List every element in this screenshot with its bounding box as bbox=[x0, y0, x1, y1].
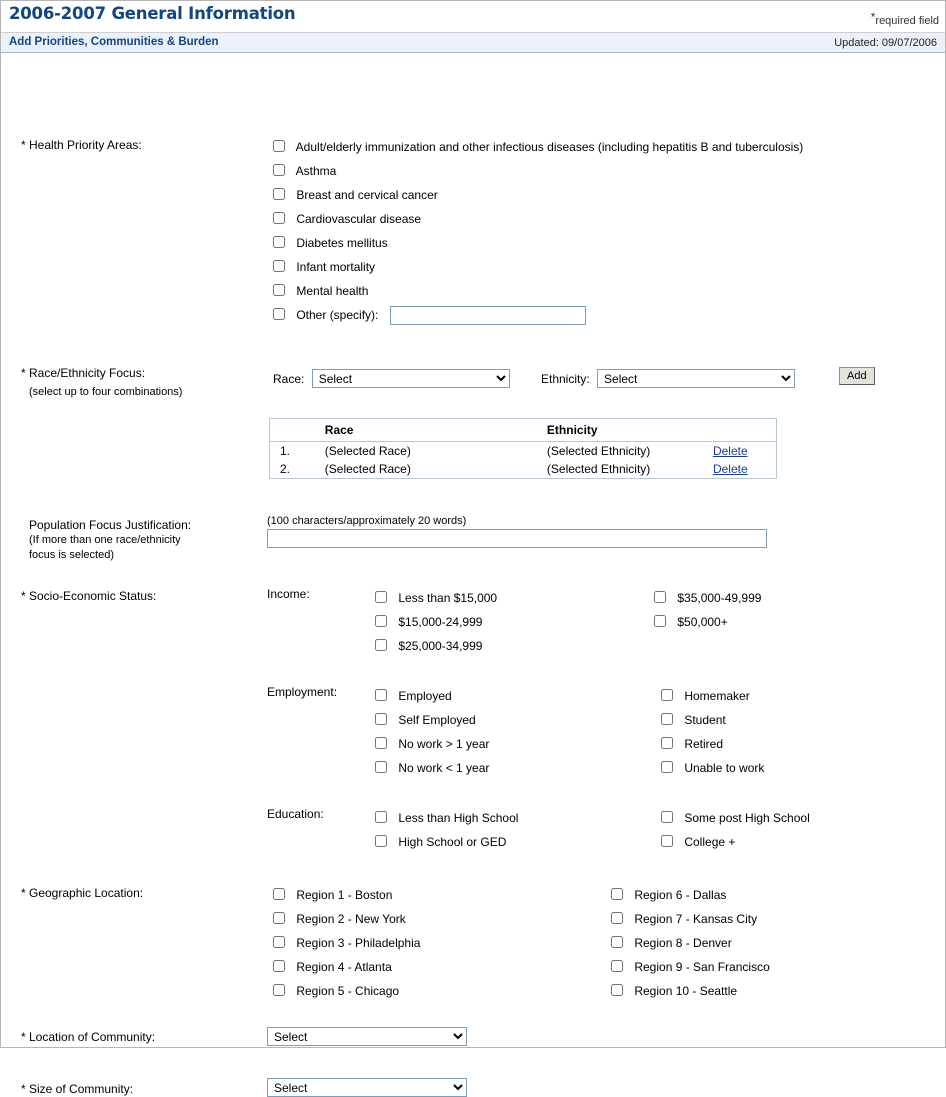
row-ethnicity: (Selected Ethnicity) bbox=[546, 462, 651, 476]
employment-label-4: Homemaker bbox=[684, 689, 750, 703]
socio-economic-label: * Socio-Economic Status: bbox=[21, 589, 157, 603]
employment-label: Employment: bbox=[267, 685, 338, 699]
income-column-1 bbox=[375, 586, 497, 658]
ethnicity-select[interactable] bbox=[597, 369, 795, 388]
add-button[interactable]: Add bbox=[839, 367, 875, 385]
education-label-3: College + bbox=[684, 835, 736, 849]
education-label: Education: bbox=[267, 807, 324, 821]
checkbox-row[interactable] bbox=[375, 830, 518, 854]
health-priority-label-6: Mental health bbox=[296, 284, 369, 298]
checkbox-row[interactable] bbox=[375, 756, 489, 780]
income-label-0: Less than $15,000 bbox=[398, 591, 498, 605]
row-number: 2. bbox=[280, 462, 291, 476]
region-label-7: Region 7 - Kansas City bbox=[634, 912, 758, 926]
checkbox-row[interactable] bbox=[375, 708, 489, 732]
income-label-4: $50,000+ bbox=[677, 615, 728, 629]
location-of-community-select[interactable] bbox=[267, 1027, 467, 1046]
section-title: Add Priorities, Communities & Burden bbox=[9, 36, 219, 48]
table-row bbox=[270, 442, 777, 461]
region-label-10: Region 10 - Seattle bbox=[634, 984, 738, 998]
checkbox-row[interactable] bbox=[611, 955, 770, 979]
checkbox-row[interactable] bbox=[273, 931, 420, 955]
employment-checkbox-0[interactable] bbox=[375, 689, 387, 701]
health-priority-checkbox-2[interactable] bbox=[273, 188, 285, 200]
employment-column-2 bbox=[661, 684, 764, 780]
checkbox-row[interactable] bbox=[661, 806, 810, 830]
race-ethnicity-table bbox=[269, 418, 777, 479]
health-priority-checkbox-3[interactable] bbox=[273, 212, 285, 224]
population-focus-input[interactable] bbox=[267, 529, 767, 548]
required-field-note bbox=[871, 10, 939, 27]
employment-label-1: Self Employed bbox=[398, 713, 476, 727]
checkbox-row[interactable] bbox=[375, 732, 489, 756]
checkbox-row[interactable] bbox=[273, 979, 420, 1003]
health-priority-checkbox-5[interactable] bbox=[273, 260, 285, 272]
employment-label-5: Student bbox=[684, 713, 726, 727]
region-label-5: Region 5 - Chicago bbox=[296, 984, 400, 998]
income-column-2 bbox=[654, 586, 761, 634]
region-checkbox-10[interactable] bbox=[611, 984, 623, 996]
region-label-9: Region 9 - San Francisco bbox=[634, 960, 770, 974]
checkbox-row[interactable] bbox=[654, 586, 761, 610]
employment-checkbox-3[interactable] bbox=[375, 761, 387, 773]
income-label-3: $35,000-49,999 bbox=[677, 591, 762, 605]
region-label-2: Region 2 - New York bbox=[296, 912, 406, 926]
page-title: 2006-2007 General Information bbox=[9, 4, 296, 23]
race-select-group bbox=[273, 369, 510, 388]
row-race: (Selected Race) bbox=[324, 462, 411, 476]
row-ethnicity: (Selected Ethnicity) bbox=[546, 444, 651, 458]
education-label-0: Less than High School bbox=[398, 811, 519, 825]
education-checkbox-3[interactable] bbox=[661, 835, 673, 847]
checkbox-row[interactable] bbox=[273, 183, 803, 207]
checkbox-row[interactable] bbox=[375, 634, 497, 658]
region-checkbox-7[interactable] bbox=[611, 912, 623, 924]
checkbox-row[interactable] bbox=[273, 883, 420, 907]
race-select[interactable] bbox=[312, 369, 510, 388]
checkbox-row[interactable] bbox=[375, 610, 497, 634]
employment-checkbox-4[interactable] bbox=[661, 689, 673, 701]
health-priority-other-label: Other (specify): bbox=[296, 308, 379, 322]
employment-label-6: Retired bbox=[684, 737, 724, 751]
race-ethnicity-table-body bbox=[270, 442, 777, 479]
health-priority-label: * Health Priority Areas: bbox=[21, 138, 142, 152]
region-checkbox-1[interactable] bbox=[273, 888, 285, 900]
employment-checkbox-5[interactable] bbox=[661, 713, 673, 725]
education-column-2 bbox=[661, 806, 810, 854]
table-header-row bbox=[270, 419, 777, 442]
checkbox-row[interactable] bbox=[661, 708, 764, 732]
education-column-1 bbox=[375, 806, 518, 854]
region-checkbox-6[interactable] bbox=[611, 888, 623, 900]
region-label-1: Region 1 - Boston bbox=[296, 888, 393, 902]
health-priority-other-checkbox[interactable] bbox=[273, 308, 285, 320]
region-label-8: Region 8 - Denver bbox=[634, 936, 732, 950]
employment-label-2: No work > 1 year bbox=[398, 737, 490, 751]
checkbox-row[interactable] bbox=[611, 907, 770, 931]
population-focus-label bbox=[29, 518, 191, 562]
table-header-race: Race bbox=[325, 419, 547, 442]
income-checkbox-4[interactable] bbox=[654, 615, 666, 627]
employment-checkbox-1[interactable] bbox=[375, 713, 387, 725]
checkbox-row[interactable] bbox=[273, 907, 420, 931]
health-priority-checkbox-0[interactable] bbox=[273, 140, 285, 152]
size-of-community-label: * Size of Community: bbox=[21, 1082, 134, 1096]
size-of-community-select[interactable] bbox=[267, 1078, 467, 1097]
checkbox-row[interactable] bbox=[661, 684, 764, 708]
income-checkbox-3[interactable] bbox=[654, 591, 666, 603]
checkbox-row[interactable] bbox=[273, 135, 803, 159]
health-priority-label-1: Asthma bbox=[295, 164, 337, 178]
health-priority-label-3: Cardiovascular disease bbox=[296, 212, 422, 226]
education-checkbox-0[interactable] bbox=[375, 811, 387, 823]
region-checkbox-8[interactable] bbox=[611, 936, 623, 948]
region-label-6: Region 6 - Dallas bbox=[634, 888, 727, 902]
checkbox-row[interactable] bbox=[661, 732, 764, 756]
checkbox-row[interactable] bbox=[375, 586, 497, 610]
employment-checkbox-6[interactable] bbox=[661, 737, 673, 749]
checkbox-row[interactable] bbox=[611, 979, 770, 1003]
region-checkbox-3[interactable] bbox=[273, 936, 285, 948]
checkbox-row[interactable] bbox=[273, 207, 803, 231]
region-checkbox-2[interactable] bbox=[273, 912, 285, 924]
population-focus-sublabel-1: (If more than one race/ethnicity bbox=[29, 534, 181, 546]
employment-label-7: Unable to work bbox=[684, 761, 765, 775]
health-priority-other-input[interactable] bbox=[390, 306, 586, 325]
section-bar bbox=[1, 33, 945, 53]
table-header-ethnicity: Ethnicity bbox=[547, 419, 713, 442]
income-label-1: $15,000-24,999 bbox=[398, 615, 483, 629]
page-header bbox=[1, 1, 945, 33]
population-focus-hint: (100 characters/approximately 20 words) bbox=[267, 515, 467, 527]
geographic-column-2 bbox=[611, 883, 770, 1003]
health-priority-label-2: Breast and cervical cancer bbox=[296, 188, 438, 202]
checkbox-row[interactable] bbox=[375, 684, 489, 708]
delete-link[interactable]: Delete bbox=[712, 462, 748, 476]
region-checkbox-4[interactable] bbox=[273, 960, 285, 972]
income-checkbox-0[interactable] bbox=[375, 591, 387, 603]
race-ethnicity-table-head bbox=[270, 419, 777, 442]
health-priority-options bbox=[273, 135, 803, 327]
race-ethnicity-label bbox=[21, 366, 182, 400]
population-focus-sublabel-2: focus is selected) bbox=[29, 549, 114, 561]
education-label-2: Some post High School bbox=[684, 811, 810, 825]
race-select-label: Race: bbox=[273, 372, 305, 386]
employment-column-1 bbox=[375, 684, 489, 780]
region-label-3: Region 3 - Philadelphia bbox=[296, 936, 421, 950]
ethnicity-select-label: Ethnicity: bbox=[541, 372, 590, 386]
region-label-4: Region 4 - Atlanta bbox=[296, 960, 392, 974]
checkbox-row[interactable] bbox=[654, 610, 761, 634]
ethnicity-select-group bbox=[541, 369, 795, 388]
delete-link[interactable]: Delete bbox=[712, 444, 748, 458]
checkbox-row[interactable] bbox=[273, 955, 420, 979]
health-priority-checkbox-4[interactable] bbox=[273, 236, 285, 248]
race-ethnicity-sublabel: (select up to four combinations) bbox=[29, 386, 183, 398]
income-label: Income: bbox=[267, 587, 310, 601]
checkbox-row[interactable] bbox=[273, 159, 803, 183]
table-header-action bbox=[713, 419, 777, 442]
updated-date: Updated: 09/07/2006 bbox=[834, 37, 937, 49]
table-header-num bbox=[270, 419, 325, 442]
race-ethnicity-label-text: * Race/Ethnicity Focus: bbox=[21, 366, 146, 380]
table-row bbox=[270, 460, 777, 479]
checkbox-row[interactable] bbox=[375, 806, 518, 830]
income-checkbox-1[interactable] bbox=[375, 615, 387, 627]
income-label-2: $25,000-34,999 bbox=[398, 639, 483, 653]
employment-label-0: Employed bbox=[398, 689, 452, 703]
geographic-column-1 bbox=[273, 883, 420, 1003]
health-priority-label-5: Infant mortality bbox=[296, 260, 376, 274]
health-priority-checkbox-6[interactable] bbox=[273, 284, 285, 296]
general-information-form bbox=[1, 53, 945, 1096]
employment-checkbox-2[interactable] bbox=[375, 737, 387, 749]
checkbox-row[interactable] bbox=[273, 255, 803, 279]
health-priority-label-4: Diabetes mellitus bbox=[296, 236, 388, 250]
education-label-1: High School or GED bbox=[398, 835, 507, 849]
health-priority-checkbox-1[interactable] bbox=[273, 164, 285, 176]
row-number: 1. bbox=[280, 444, 291, 458]
location-of-community-label: * Location of Community: bbox=[21, 1030, 156, 1044]
education-checkbox-2[interactable] bbox=[661, 811, 673, 823]
health-priority-label-0: Adult/elderly immunization and other infectious diseases (including hepatitis B and tuberculosis) bbox=[295, 140, 804, 154]
education-checkbox-1[interactable] bbox=[375, 835, 387, 847]
required-asterisk: * bbox=[870, 10, 876, 24]
row-race: (Selected Race) bbox=[324, 444, 411, 458]
income-checkbox-2[interactable] bbox=[375, 639, 387, 651]
region-checkbox-9[interactable] bbox=[611, 960, 623, 972]
checkbox-row[interactable] bbox=[661, 756, 764, 780]
checkbox-row[interactable] bbox=[611, 883, 770, 907]
employment-checkbox-7[interactable] bbox=[661, 761, 673, 773]
checkbox-row[interactable] bbox=[661, 830, 810, 854]
population-focus-label-text: Population Focus Justification: bbox=[29, 518, 192, 532]
checkbox-row[interactable] bbox=[273, 279, 803, 303]
checkbox-row[interactable] bbox=[273, 231, 803, 255]
geographic-location-label: * Geographic Location: bbox=[21, 886, 144, 900]
required-field-text: required field bbox=[875, 15, 939, 27]
region-checkbox-5[interactable] bbox=[273, 984, 285, 996]
checkbox-row[interactable] bbox=[611, 931, 770, 955]
checkbox-row-other[interactable] bbox=[273, 303, 803, 327]
employment-label-3: No work < 1 year bbox=[398, 761, 490, 775]
